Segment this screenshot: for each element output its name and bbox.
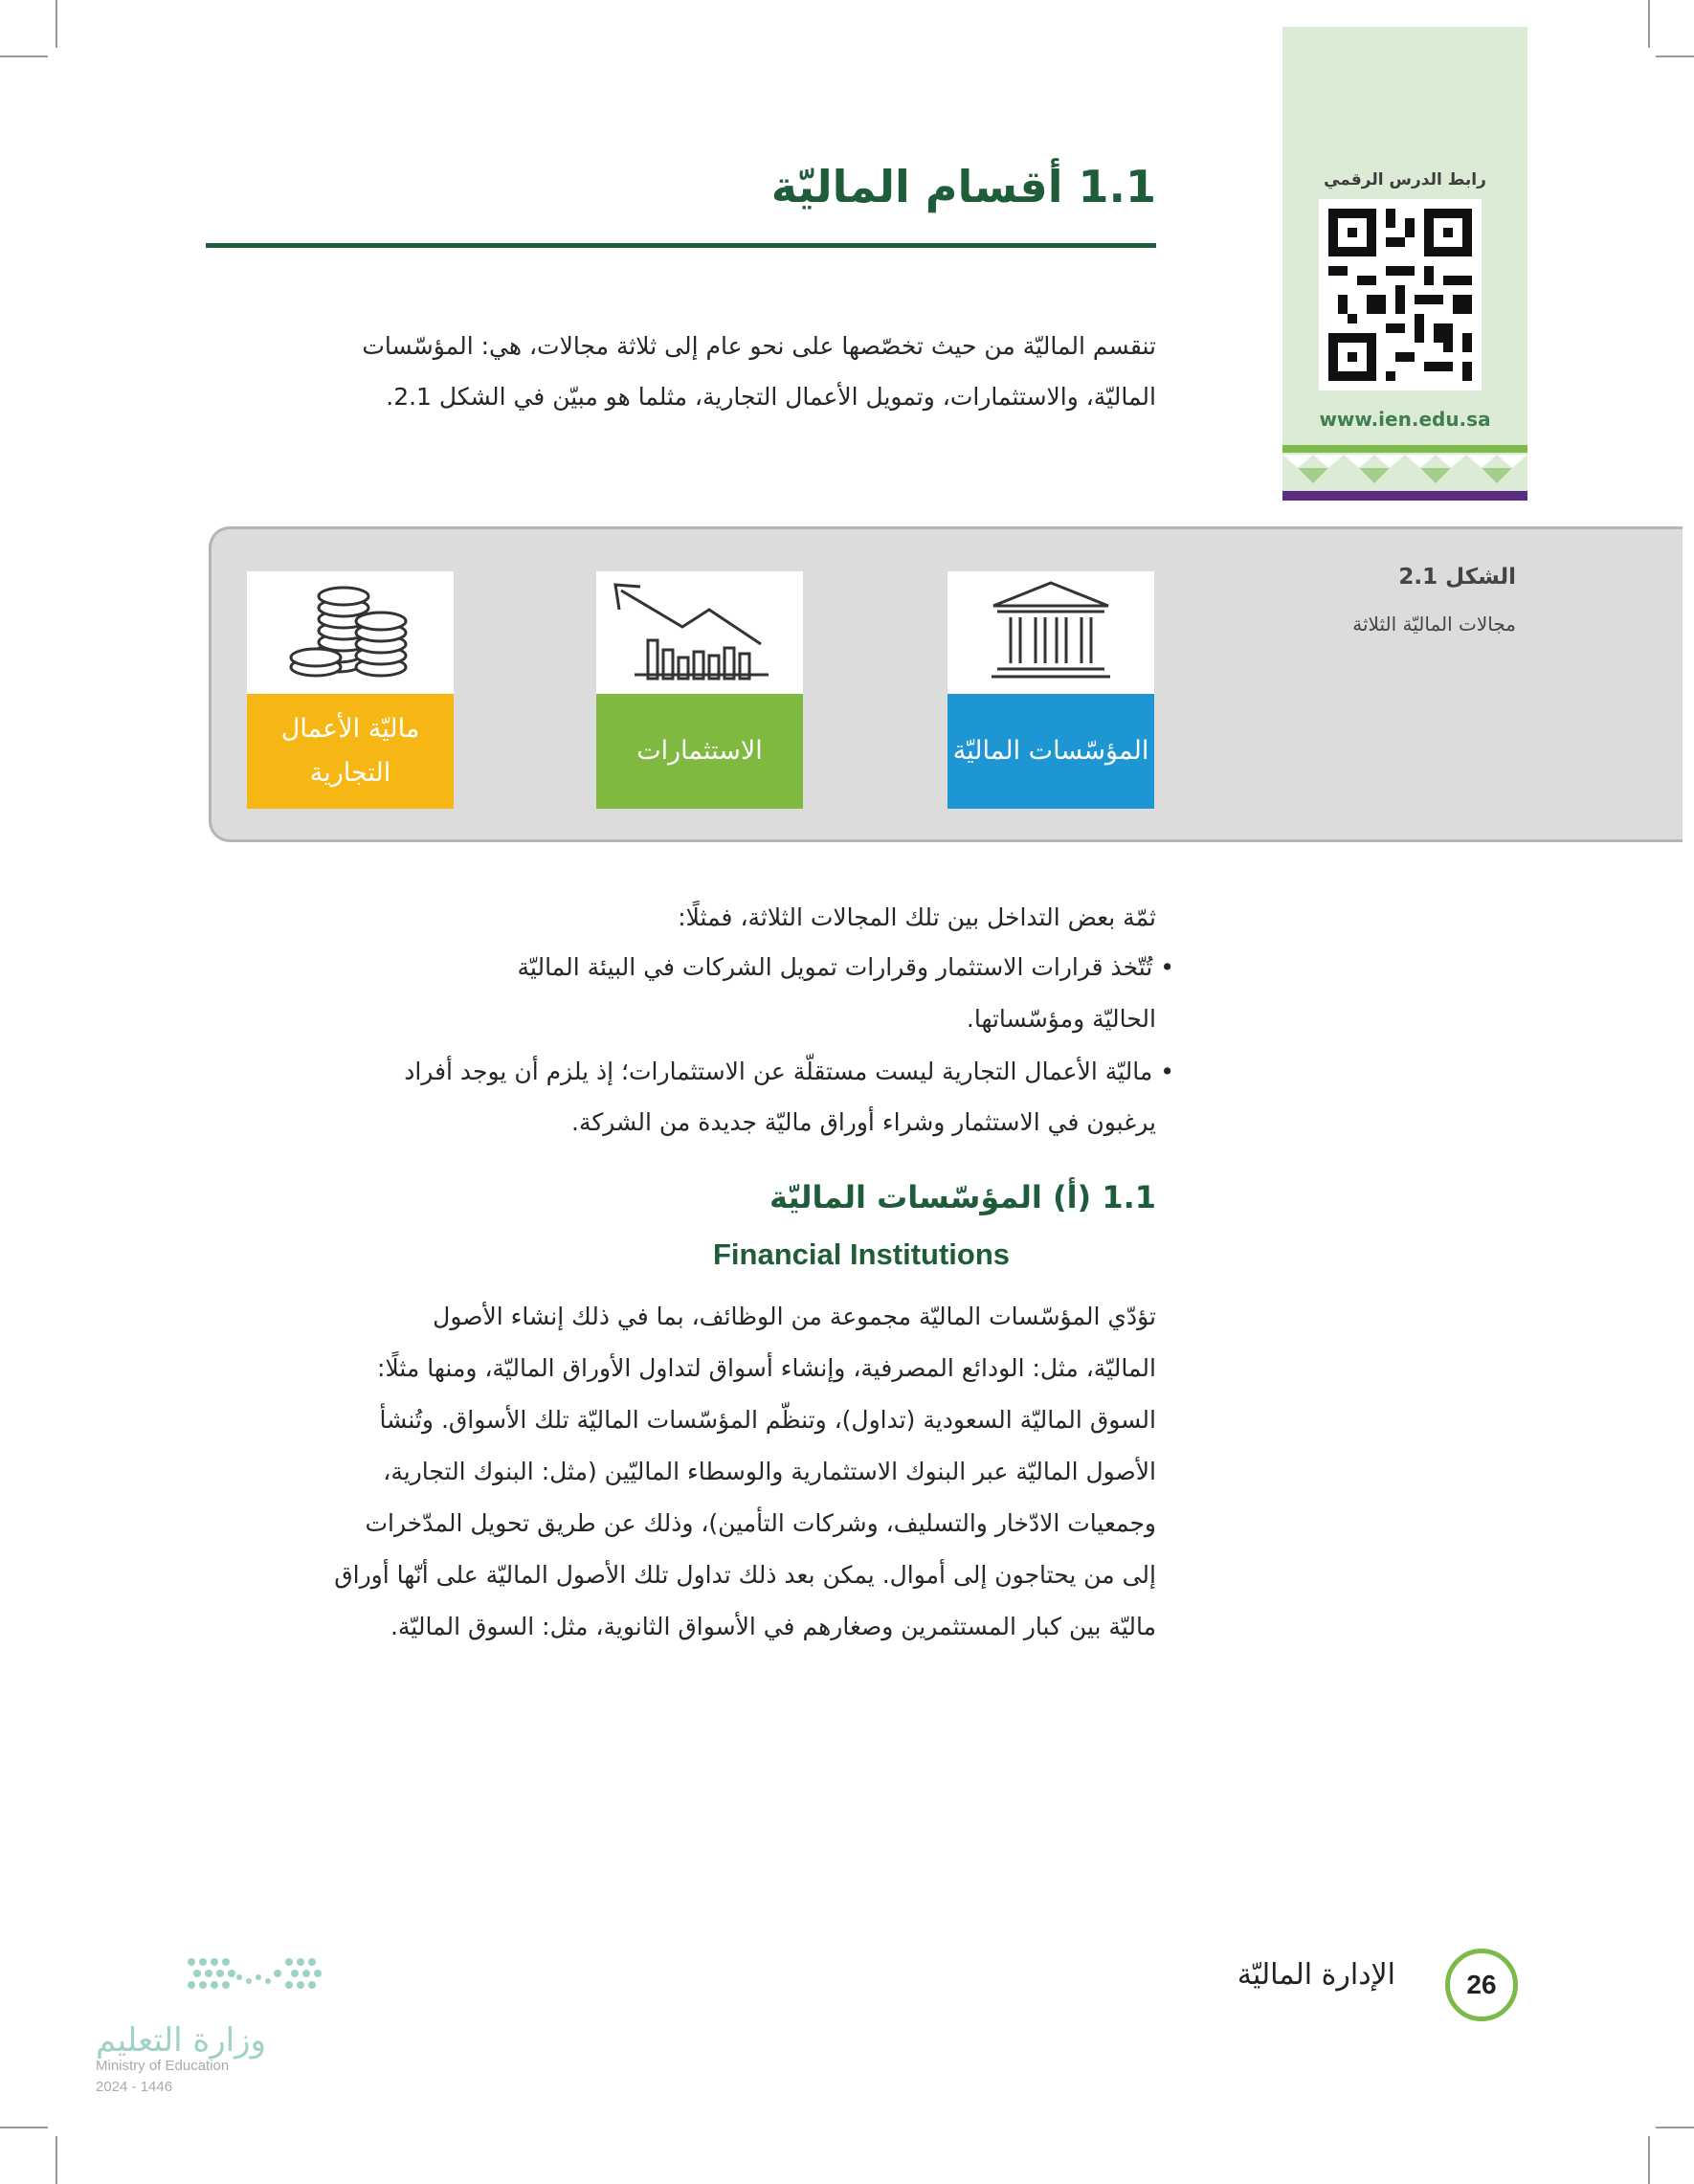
intro-line: تنقسم الماليّة من حيث تخصّصها على نحو عام إلى ثلاثة مجالات، هي: المؤسّسات — [362, 332, 1156, 360]
bullet-line: الحاليّة ومؤسّساتها. — [966, 1005, 1156, 1033]
sidebar-label: رابط الدرس الرقمي — [1324, 170, 1486, 189]
qr-code-icon[interactable] — [1319, 199, 1482, 390]
card-financial-institutions — [947, 571, 1154, 809]
crop-mark — [1648, 0, 1650, 48]
card-investments — [596, 571, 803, 809]
card-label: ماليّة الأعمال التجارية — [247, 694, 454, 809]
crop-mark — [56, 0, 57, 48]
intro-line: الماليّة، والاستثمارات، وتمويل الأعمال التجارية، مثلما هو مبيّن في الشكل 2.1. — [386, 383, 1156, 411]
crop-mark — [0, 56, 48, 57]
edition-year: 2024 - 1446 — [96, 2079, 173, 2095]
bullet-line: • ماليّة الأعمال التجارية ليست مستقلّة عن الاستثمارات؛ إذ يلزم أن يوجد أفراد — [404, 1058, 1174, 1085]
body-line: الماليّة، مثل: الودائع المصرفية، وإنشاء أسواق لتداول الأوراق الماليّة، ومنها مثلًا: — [377, 1354, 1156, 1382]
digital-lesson-sidebar — [1282, 27, 1527, 501]
card-business-finance — [247, 571, 454, 809]
card-label: الاستثمارات — [596, 694, 803, 809]
card-label: المؤسّسات الماليّة — [947, 694, 1154, 809]
subsection-title: 1.1 (أ) المؤسّسات الماليّة — [769, 1179, 1156, 1215]
ministry-name-ar: وزارة التعليم — [96, 2021, 266, 2060]
ministry-logo-icon — [96, 1952, 345, 2029]
sidebar-url[interactable]: www.ien.edu.sa — [1319, 408, 1491, 431]
book-title: الإدارة الماليّة — [1237, 1958, 1395, 1992]
bullet-line: • تُتّخذ قرارات الاستثمار وقرارات تمويل الشركات في البيئة الماليّة — [517, 953, 1174, 981]
body-line: تؤدّي المؤسّسات الماليّة مجموعة من الوظائف، بما في ذلك إنشاء الأصول — [433, 1303, 1156, 1330]
overlap-intro: ثمّة بعض التداخل بين تلك المجالات الثلاثة، فمثلًا: — [678, 903, 1156, 931]
bullet-line: يرغبون في الاستثمار وشراء أوراق ماليّة جديدة من الشركة. — [571, 1108, 1156, 1136]
page-number: 26 — [1445, 1949, 1518, 2021]
body-line: ماليّة بين كبار المستثمرين وصغارهم في الأسواق الثانوية، مثل: السوق الماليّة. — [390, 1613, 1156, 1640]
crop-mark — [1656, 2127, 1694, 2128]
coin-stacks-icon — [247, 571, 454, 694]
bank-icon — [947, 571, 1154, 694]
figure-caption: مجالات الماليّة الثلاثة — [1352, 613, 1516, 635]
crop-mark — [1656, 56, 1694, 57]
ministry-name-en: Ministry of Education — [96, 2058, 230, 2074]
decorative-pattern-icon — [1282, 445, 1527, 501]
crop-mark — [1648, 2136, 1650, 2184]
body-line: إلى من يحتاجون إلى أموال. يمكن بعد ذلك تداول تلك الأصول الماليّة على أنّها أوراق — [334, 1561, 1156, 1589]
investment-chart-icon — [596, 571, 803, 694]
subsection-english-title: Financial Institutions — [713, 1237, 1011, 1271]
crop-mark — [0, 2127, 48, 2128]
body-line: وجمعيات الادّخار والتسليف، وشركات التأمين)، وذلك عن طريق تحويل المدّخرات — [365, 1509, 1156, 1537]
page-title: 1.1 أقسام الماليّة — [770, 161, 1156, 212]
crop-mark — [56, 2136, 57, 2184]
body-line: السوق الماليّة السعودية (تداول)، وتنظّم المؤسّسات الماليّة تلك الأسواق. وتُنشأ — [379, 1406, 1156, 1434]
body-line: الأصول الماليّة عبر البنوك الاستثمارية والوسطاء الماليّين (مثل: البنوك التجارية، — [383, 1458, 1156, 1485]
figure-title: الشكل 2.1 — [1398, 565, 1516, 590]
title-divider — [206, 243, 1156, 248]
